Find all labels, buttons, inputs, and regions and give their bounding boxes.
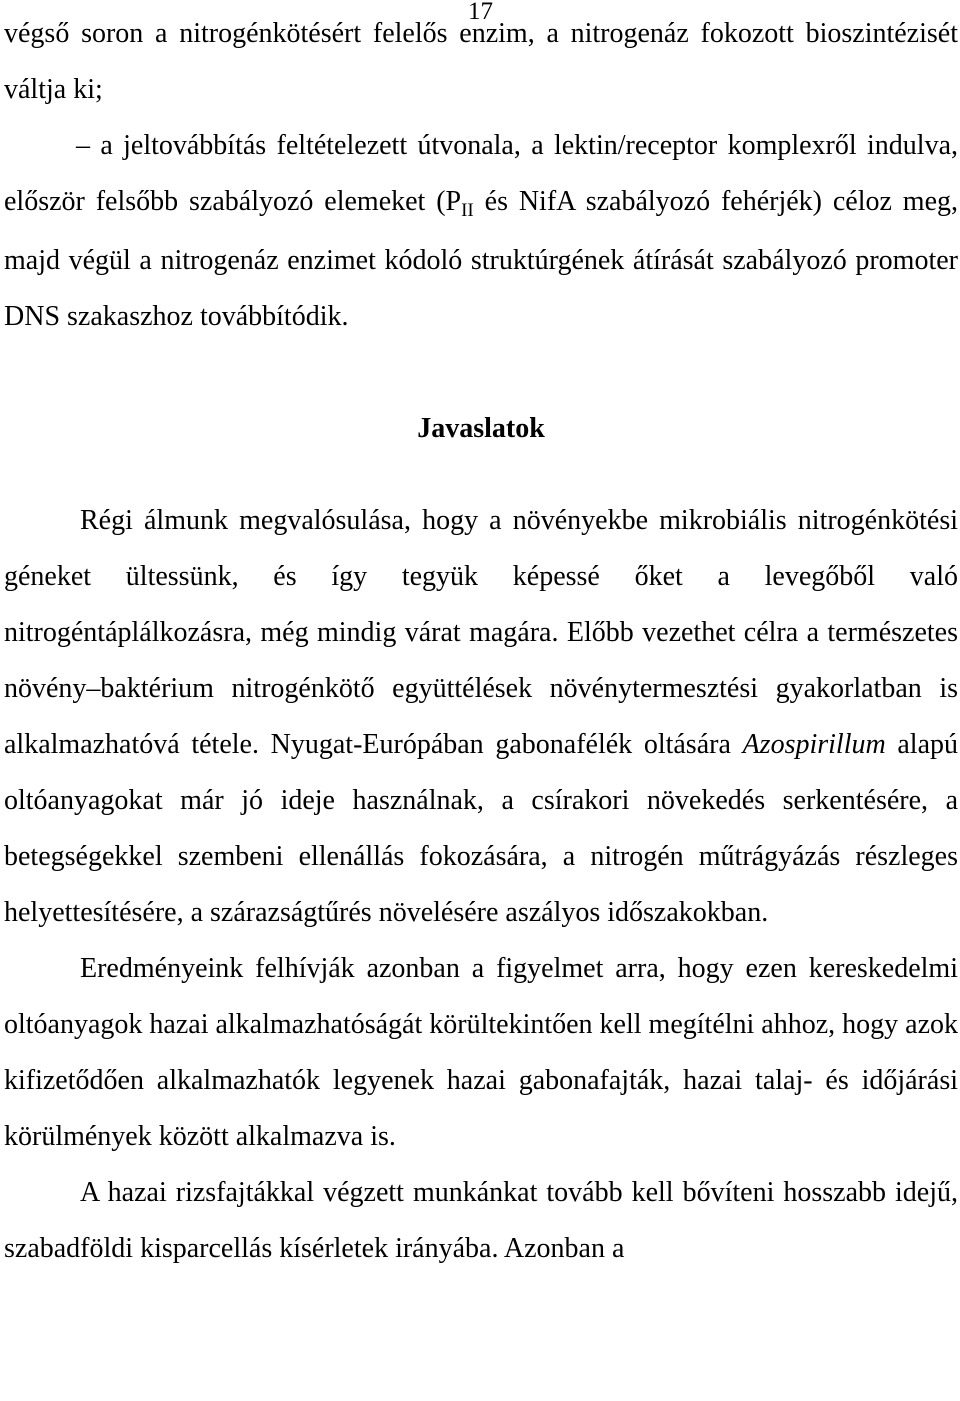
intro-paragraph-2-rest: és NifA szabályozó fehérjék) céloz meg, majd végül a nitrogenáz enzimet kódoló struktúrgének átírását szabályozó promoter DNS szakaszhoz továbbítódik. [4, 186, 959, 332]
document-body [4, 6, 958, 1277]
section-paragraph-1 [4, 493, 958, 941]
section-heading: Javaslatok [417, 413, 545, 444]
intro-paragraph-2 [4, 118, 958, 345]
intro-paragraph-1: végső soron a nitrogénkötésért felelős enzim, a nitrogenáz fokozott bioszintézisét váltja ki; [4, 18, 958, 105]
section-paragraph-2: Eredményeink felhívják azonban a figyelmet arra, hogy ezen kereskedelmi oltóanyagok hazai alkalmazhatóságát körültekintően kell megítélni ahhoz, hogy azok kifizetődően alkalmazhatók legyenek hazai gabonafajták, hazai talaj- és időjárási körülmények között alkalmazva is. [4, 953, 959, 1152]
section-paragraph-1-part-2: alapú oltóanyagokat már jó ideje használnak, a csírakori növekedés serkentésére, a betegségekkel szembeni ellenállás fokozására, a nitrogén műtrágyázás részleges helyettesítésére, a szárazságtűrés növelésére aszályos időszakokban. [4, 729, 959, 928]
page-number: 17 [468, 0, 493, 25]
organism-name: Azospirillum [742, 729, 886, 760]
spacer [4, 457, 958, 493]
spacer [4, 345, 958, 401]
intro-paragraph-2-start: – a jeltovábbítás feltételezett útvonala, a lektin/receptor komplexről indulva, először felsőbb szabályozó elemeket (P [4, 130, 958, 217]
section-paragraph-1-part-1: Régi álmunk megvalósulása, hogy a növényekbe mikrobiális nitrogénkötési géneket ültessünk, és így tegyük képessé őket a levegőből való nitrogéntáplálkozásra, még mindig várat magára. Előbb vezethet célra a természetes növény–baktérium nitrogénkötő együttélések növénytermesztési gyakorlatban is alkalmazhatóvá tétele. Nyugat-Európában gabonafélék oltására [4, 505, 958, 760]
subscript-roman-two: II [461, 200, 474, 221]
section-paragraph-3: A hazai rizsfajtákkal végzett munkánkat tovább kell bővíteni hosszabb idejű, szabadföldi kisparcellás kísérletek irányába. Azonban a [4, 1177, 958, 1264]
